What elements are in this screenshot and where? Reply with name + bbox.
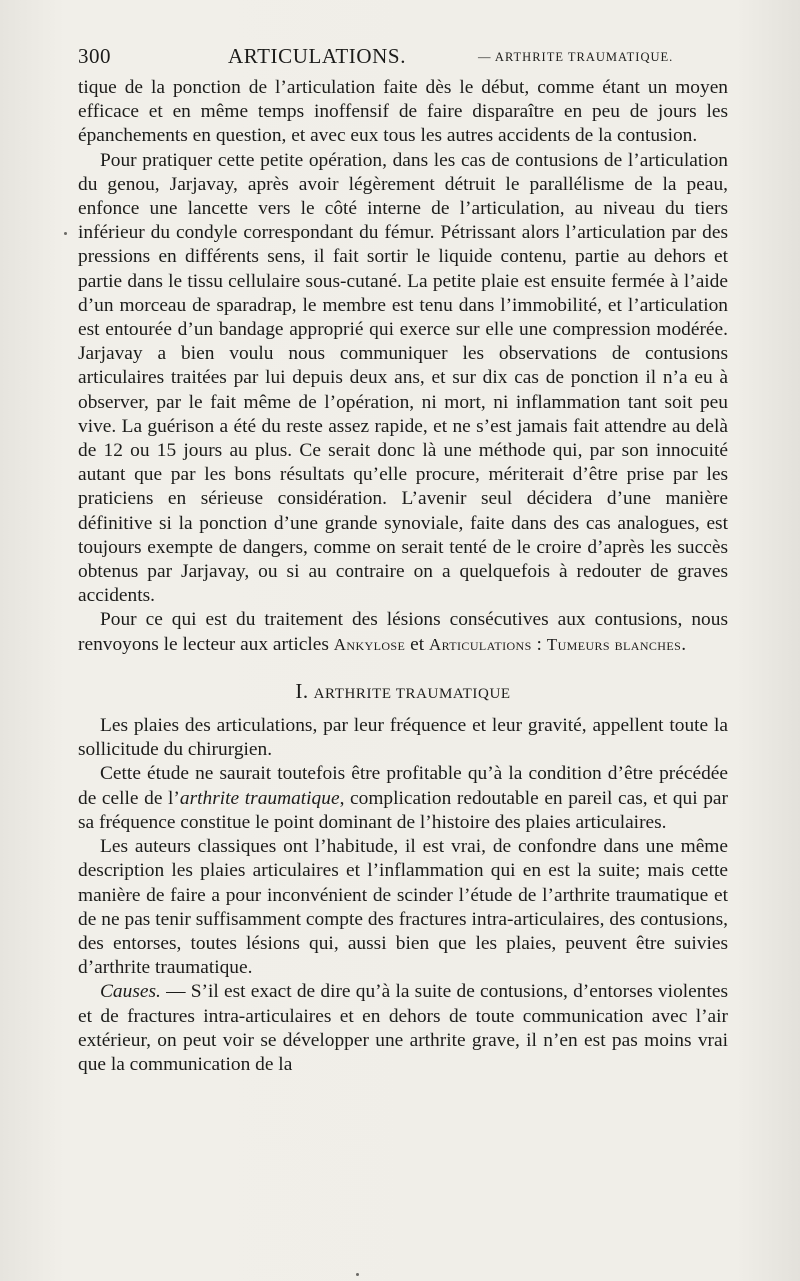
colon-separator: : [531, 633, 547, 655]
paragraph-auteurs: Les auteurs classiques ont l’habitude, il est vrai, de confondre dans une même description les plaies articulaires et l’inflammation qui en est la suite; mais cette manière de faire a pour inconvénient de scinder l’étude de l’arthrite traumatique et de ne pas tenir suffisamment compte des fractures intra-articulaires, des contusions, des entorses, toutes lésions qui, aussi bien que les plaies, peuvent être suivies d’arthrite traumatique. [78, 836, 728, 979]
paragraph-etude-start: Cette étude ne saurait toutefois être profitable qu’à la condition d’être précédée de celle de l’ [78, 763, 728, 809]
running-header [78, 44, 728, 74]
reference-ankylose: Ankylose [333, 634, 406, 654]
page-number: 300 [78, 44, 111, 68]
reference-articulations: Articulations [428, 634, 532, 654]
paragraph-causes [78, 980, 728, 1077]
causes-label: Causes. [100, 981, 161, 1003]
paragraph-etude [78, 762, 728, 835]
conjunction-et: et [405, 633, 429, 655]
section-number: I. [295, 678, 309, 703]
running-subtitle: — ARTHRITE TRAUMATIQUE. [478, 50, 674, 64]
section-title: ARTHRITE TRAUMATIQUE [313, 685, 511, 702]
paragraph-treatment [78, 608, 728, 656]
print-speck [64, 232, 67, 235]
paragraph-etude-end: , complication redoutable en pareil cas, et qui par sa fréquence constitue le point dominant de l’histoire des plaies articulaires. [78, 787, 728, 833]
paragraph-plaies: Les plaies des articulations, par leur fréquence et leur gravité, appellent toute la sollicitude du chirurgien. [78, 715, 728, 761]
paragraph-operation: Pour pratiquer cette petite opération, dans les cas de contusions de l’articulation du genou, Jarjavay, après avoir légèrement détruit le parallélisme de la peau, enfonce une lancette vers le côté interne de l’articulation, au niveau du tiers inférieur du condyle correspondant du fémur. Pétrissant alors l’articulation par des pressions en différents sens, il fait sortir le liquide contenu, partie au dehors et partie dans le tissu cellulaire sous-cutané. La petite plaie est ensuite fermée à l’aide d’un morceau de sparadrap, le membre est tenu dans l’immobilité, et l’articulation est entourée d’un bandage approprié qui exerce sur elle une compression modérée. Jarjavay a bien voulu nous communiquer les observations de contusions articulaires traitées par lui depuis deux ans, et sur dix cas de ponction il n’a eu à observer, par le fait même de l’opération, ni mort, ni inflammation tant soit peu vive. La guérison a été du reste assez rapide, et ne s’est jamais fait attendre au delà de 12 ou 15 jours au plus. Ce serait donc là une méthode qui, par son innocuité autant que par les bons résultats qu’elle procure, mériterait d’être prise par les praticiens en sérieuse considération. L’avenir seul décidera d’une manière définitive si la ponction d’une grande synoviale, faite dans des cas analogues, est toujours exempte de dangers, comme on serait tenté de le croire d’après les succès obtenus par Jarjavay, ou si au contraire on a quelquefois à redouter de graves accidents. [78, 149, 728, 607]
reference-tumeurs-blanches: Tumeurs blanches [546, 634, 682, 654]
term-arthrite-traumatique: arthrite traumatique [179, 787, 340, 809]
running-title: ARTICULATIONS. [228, 44, 407, 68]
paragraph-causes-text: — S’il est exact de dire qu’à la suite de contusions, d’entorses violentes et de fractures intra-articulaires et en dehors de toute communication avec l’air extérieur, on peut voir se développer une arthrite grave, il n’en est pas moins vrai que la communication de la [78, 981, 728, 1075]
body-text [78, 76, 728, 1077]
print-speck [356, 1273, 359, 1276]
sentence-end: . [681, 633, 687, 655]
section-heading [78, 679, 728, 706]
paragraph-continued: tique de la ponction de l’articulation faite dès le début, comme étant un moyen efficace et en même temps inoffensif de faire disparaître en peu de jours les épanchements en question, et avec eux tous les autres accidents de la contusion. [78, 77, 728, 147]
paragraph-treatment-text: Pour ce qui est du traitement des lésions consécutives aux contusions, nous renvoyons le lecteur aux articles [78, 609, 728, 655]
